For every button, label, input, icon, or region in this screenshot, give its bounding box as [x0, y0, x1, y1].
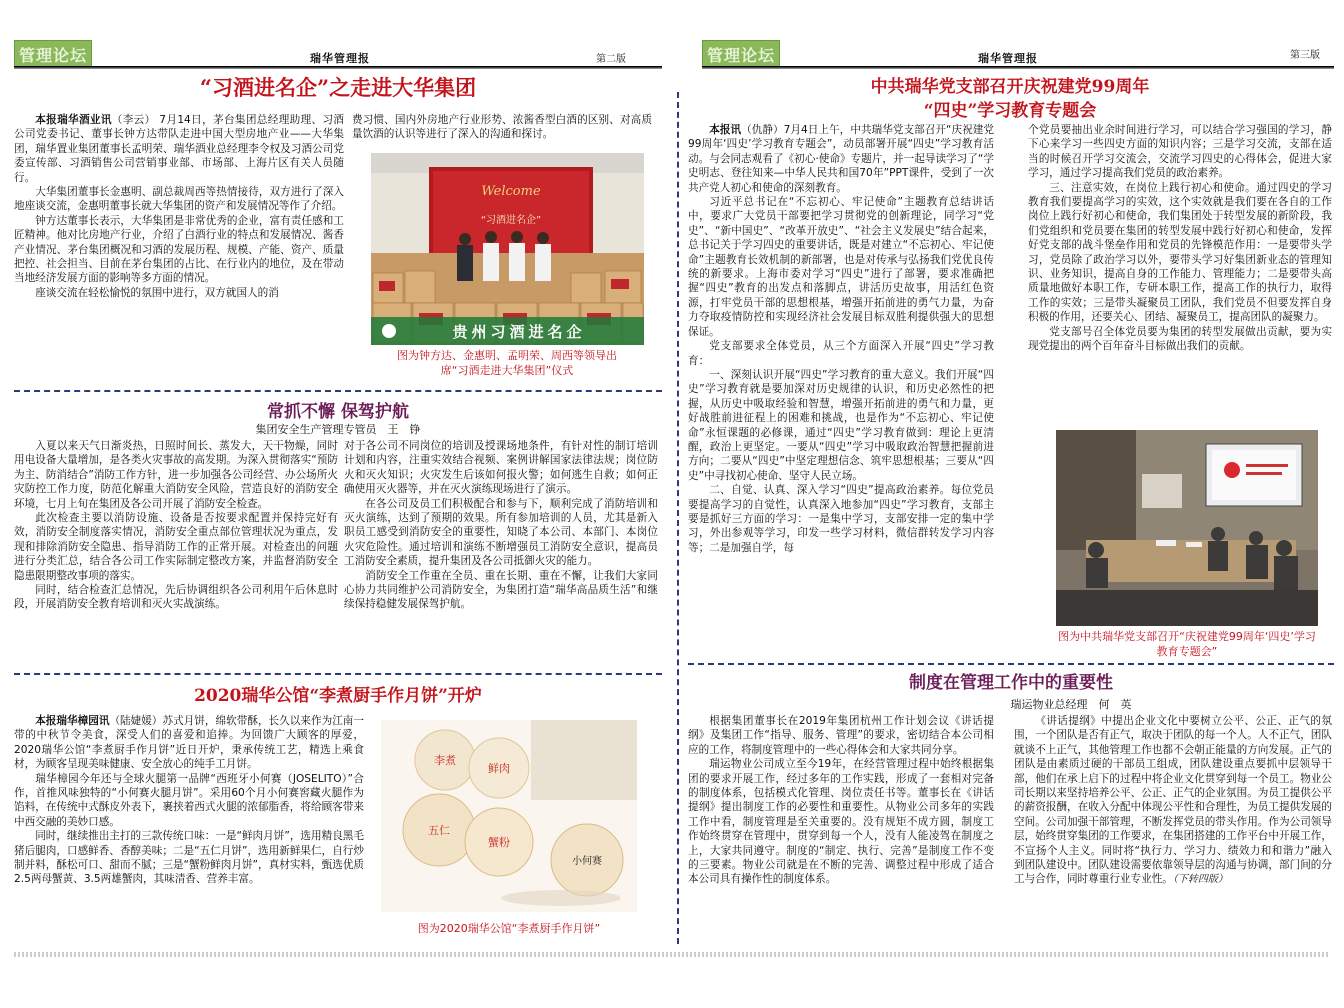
- page-bottom-border: [14, 952, 1330, 957]
- left-a2-col1: [14, 439, 338, 663]
- right-section-tag: 管理论坛: [702, 40, 780, 69]
- left-header-rule: [14, 66, 662, 69]
- right-a2-p3: 《讲话提纲》中提出企业文化中要树立公平、公正、正气的氛围，一个团队是否有正气，取决于团队的每一个人。人不正气，团队就谈不上正气，其他管理工作也都不会朝正能量的方向发展。正气的团队是由素质过硬的干部员工组成，团队建设重点要抓中层领导干部，他们在承上启下的过程中将企业文化贯穿到每一个员工。物业公司长期以来坚持培养公平、公正、正气的企业氛围。为员工提供公平的薪资报酬，在收入分配中体现公平性和合理性，为员工提供发展的空间。公司加强干部管理，不断发挥党员的带头作用。作为公司领导层，始终贯穿集团的工作要求，在集团搭建的工作平台中开展工作，不宣扬个人主义。同时将“执行力、学习力、绩效力和和谐力”融入到团队建设中。团队建设需要依靠领导层的沟通与协调，部门间的分工与合作，同时尊重行业专业性。: [1014, 715, 1332, 886]
- right-a1-p2: 习近平总书记在“不忘初心、牢记使命”主题教育总结讲话中，要求广大党员干部要把学习贯彻党的创新理论，同学习“党史”、“新中国史”、“改革开放史”、“社会主义发展史”结合起来，总书记关于学习四史的重要讲话，既是对建立“不忘初心、牢记使命”主题教育长效机制的新部署，也是对传承与弘扬我们党优良传统的新要求。上海市委对学习“四史”进行了部署，要求准确把握“四史”教育的出发点和落脚点，讲活历史故事，用活红色资源，打牢党员干部的思想根基，增强开拓前进的勇气力量，为奋力夺取疫情防控和实现经济社会发展目标双胜利提供强大的思想保证。: [688, 196, 994, 338]
- left-a2-p4: 对于各公司不同岗位的培训及授课场地条件，有针对性的制订培训计划和内容，注重实效结合视频、案例讲解国家法律法规；岗位防火和灭火知识；火灾发生后该如何报火警；如何逃生自救；如何正确使用灭火器等，并在灭火演练现场进行了演示。: [344, 440, 658, 496]
- left-a1-col1: [14, 113, 344, 369]
- right-a2-col2: [1014, 714, 1332, 946]
- left-a1-caption: 图为钟方达、金惠明、孟明荣、周西等领导出席“习酒走进大华集团”仪式: [397, 349, 617, 377]
- right-page-number: 第三版: [1290, 50, 1320, 61]
- right-a1-lead: 本报讯: [709, 124, 742, 136]
- left-a1-p1: （李云） 7月14日，茅台集团总经理助理、习酒公司党委书记、董事长钟方达带队走进中国大型房地产业——大华集团，瑞华置业集团董事长孟明荣、瑞华酒业总经理李令权及习酒公司党委宣传部、习酒销售公司营销事业部、市场部、上海片区有关人员随行。: [14, 114, 344, 184]
- right-a2-p2: 瑞运物业公司成立至今19年，在经营管理过程中始终根据集团的要求开展工作，经过多年的工作实践，形成了一套相对完备的制度体系，包括模式化管理、岗位责任书等。董事长在《讲话提纲》提出制度工作的必要性和重要性。从物业公司多年的实践工作中看，制度管理是至关重要的。没有规矩不成方圆，制度工作始终贯穿在管理中，贯穿到每一个人，没有人能凌驾在制度之上，大家共同遵守。制度的“制定、执行、完善”是制度工作不变的三要素。物业公司就是在不断的完善、调整过程中形成了适合本公司具有操作性的制度体系。: [688, 758, 994, 886]
- right-a1-col1: [688, 123, 994, 651]
- left-divider-2: [14, 673, 662, 675]
- left-a1-photo-banner: “习酒进名企”: [480, 215, 542, 226]
- right-a1-col2: [1028, 123, 1332, 423]
- left-a1-headline: “习酒进名企”之走进大华集团: [199, 75, 477, 100]
- right-a1-meeting-photo: [1056, 430, 1318, 626]
- left-a2-p2: 此次检查主要以消防设施、设备是否按要求配置并保持完好有效，消防安全制度落实情况，消防安全重点部位管理状况为重点，发现和排除消防安全隐患、指导消防工作的正常开展。对检查出的问题进行分类汇总，结合各公司工作实际制定整改方案，并监督消防安全隐患限期整改事项的落实。: [14, 512, 338, 582]
- left-a1-p2: 大华集团董事长金惠明、副总裁周西等热情接待，双方进行了深入地座谈交流，金惠明董事长就大华集团的资产和发展情况等作了介绍。: [14, 186, 344, 213]
- left-a1-photo-footer: 贵州习酒进名企: [452, 323, 586, 341]
- right-a2-p1: 根据集团董事长在2019年集团杭州工作计划会议《讲话提纲》及集团工作“指导、服务、管理”的要求，密切结合本公司相应的工作，将制度管理中的一些心得体会和大家共同分享。: [688, 715, 994, 756]
- right-a2-continued: （下转四版）: [1172, 874, 1228, 886]
- left-a1-p4: 座谈交流在轻松愉悦的氛围中进行，双方就国人的消: [35, 286, 279, 299]
- right-paper-name: 瑞华管理报: [978, 52, 1038, 65]
- left-a1-p3: 钟方达董事长表示，大华集团是非常优秀的企业，富有责任感和工匠精神。他对比房地产行业，介绍了白酒行业的特点和发展情况、酱香产业情况、茅台集团概况和习酒的发展历程、规模、产能、资产、质量把控、社会担当、目前在茅台集团的占比、在行业内的地位，及在带动当地经济发展方面的影响等多方面的情况。: [14, 214, 344, 285]
- left-paper-name: 瑞华管理报: [310, 52, 370, 65]
- right-a1-caption: 图为中共瑞华党支部召开“庆祝建党99周年‘四史’学习教育专题会”: [1058, 630, 1316, 658]
- mooncake-text-2: 鲜肉: [488, 762, 510, 775]
- left-a3-p1: （陆婕媛）苏式月饼，绵软带酥，长久以来作为江南一带的中秋节令美食，深受人们的喜爱和追捧。为回馈广大顾客的厚爱，2020瑞华公馆“李煮厨手作月饼”近日开炉，秉承传统工艺，精选上乘食材，为顾客呈现美味健康、安全放心的纯手工月饼。: [14, 715, 364, 771]
- center-fold-divider: [677, 92, 679, 944]
- left-a2-p3: 同时，结合检查汇总情况，先后协调组织各公司利用午后休息时段，开展消防安全教育培训和灭火实战演练。: [14, 584, 338, 611]
- mooncake-text-4: 蟹粉: [488, 836, 510, 849]
- left-a3-caption: 图为2020瑞华公馆“李煮厨手作月饼”: [417, 922, 601, 935]
- mooncake-text-3: 五仁: [428, 824, 450, 837]
- right-divider-1: [688, 663, 1334, 665]
- left-a3-p3: 同时，继续推出主打的三款传统口味：一是“鲜肉月饼”，选用精良黑毛猪后腿肉，口感鲜香、香醇美味；二是“五仁月饼”，选用新鲜果仁，自行炒制并料，酥松可口、甜而不腻；三是“蟹粉鲜肉月饼”，真材实料，甄选优质2.5两母蟹黄、3.5两雄蟹肉，其味清香、营养丰富。: [14, 830, 364, 886]
- left-a3-lead: 本报瑞华樟园讯: [35, 715, 110, 727]
- left-a2-p6: 消防安全工作重在全员、重在长期、重在不懈，让我们大家同心协力共同维护公司消防安全，为集团打造“瑞华高品质生活”和继续保持稳健发展保驾护航。: [344, 569, 658, 611]
- left-a3-p2: 瑞华樟园今年还与全球火腿第一品牌“西班牙小何赛（JOSELITO）”合作，首推风味独特的“小何赛火腿月饼”。采用60个月小何赛窖藏火腿作为馅料，在传统中式酥皮外表下，裹挟着西式火腿的浓郁脂香，将给顾客带来中西交融的美妙口感。: [14, 772, 364, 828]
- right-a1-p3: 党支部要求全体党员，从三个方面深入开展“四史”学习教育：: [688, 340, 994, 367]
- left-a1-photo-welcome: Welcome: [481, 184, 541, 199]
- left-page-number: 第二版: [596, 54, 626, 65]
- left-divider-1: [14, 390, 662, 392]
- left-section-tag: 管理论坛: [14, 40, 92, 69]
- mooncake-text-5: 小何赛: [572, 856, 602, 867]
- left-a1-col2-text: 费习惯、国内外房地产行业形势、浓酱香型白酒的区别、对高质量饮酒的认识等进行了深入的沟通和探讨。: [352, 114, 652, 141]
- right-a2-headline: 制度在管理工作中的重要性: [909, 673, 1113, 693]
- left-a2-byline: 集团安全生产管理专管员 王 铮: [255, 423, 421, 436]
- right-a1-p4: 一、深刻认识开展“四史”学习教育的重大意义。我们开展“四史”学习教育就是要加深对历史规律的认识，和历史必然性的把握，从历史中吸取经验和智慧，增强开拓前进的勇气和力量，更好战胜前进征程上的困难和挑战，也是作为“不忘初心、牢记使命”永恒课题的必修课，通过“四史”学习教育做到：理论上更清醒，政治上更坚定。一要从“四史”学习中吸取政治智慧把握前进方向；二要从“四史”中坚定理想信念、筑牢思想根基；三要从“四史”中寻找初心使命、坚守人民立场。: [688, 368, 994, 482]
- left-a3-headline: 2020瑞华公馆“李煮厨手作月饼”开炉: [194, 686, 482, 706]
- left-a1-lead: 本报瑞华酒业讯: [35, 114, 112, 126]
- left-a3-col1: [14, 714, 364, 944]
- right-a1-p5: 二、自觉、认真、深入学习“四史”提高政治素养。每位党员要提高学习的自觉性，认真深入地参加“四史”学习教育，支部主要是抓好三方面的学习：一是集中学习，支部安排一定的集中学习，外出参观等学习，印发一些学习材料，微信群转发学习内容等；二是加强自学，每: [688, 484, 994, 554]
- right-header-rule: [702, 66, 1334, 69]
- right-a1-headline-1: 中共瑞华党支部召开庆祝建党99周年: [870, 77, 1150, 97]
- left-a1-photo: [371, 153, 644, 345]
- right-a2-byline: 瑞运物业总经理 何 英: [1010, 698, 1132, 711]
- right-a2-col1: [688, 714, 994, 946]
- right-a1-p6: 个党员要抽出业余时间进行学习，可以结合学习强国的学习，静下心来学习一些四史方面的知识内容；三是学习交流，支部在适当的时候召开学习交流会，交流学习四史的心得体会，促进大家学习，通过学习提高我们党员的政治素养。: [1028, 124, 1332, 180]
- left-a2-headline: 常抓不懈 保驾护航: [267, 402, 409, 422]
- left-a2-col2: [344, 439, 658, 663]
- left-a3-mooncake-photo: [381, 720, 637, 912]
- right-a1-p8: 党支部号召全体党员要为集团的转型发展做出贡献，要为实现党提出的两个百年奋斗目标做出我们的贡献。: [1028, 325, 1332, 353]
- right-a1-p1: （仇静）7月4日上午，中共瑞华党支部召开“庆祝建党99周年‘四史’学习教育专题会”，动员部署开展“四史”学习教育活动。与会同志观看了《初心·使命》专题片，并一起导读学习了“学史明志、登往知来—中华人民共和国70年”PPT课件，受到了一次共产党人初心和使命的深刻教育。: [688, 124, 994, 194]
- mooncake-text-1: 李煮: [434, 754, 456, 767]
- right-a1-headline-2: “四史”学习教育专题会: [923, 101, 1097, 121]
- left-a2-p5: 在各公司及员工们积极配合和参与下，顺利完成了消防培训和灭火演练，达到了预期的效果。所有参加培训的人员，尤其是新入职员工感受到消防安全的重要性，知晓了本公司、本部门、本岗位火灾危险性。通过培训和演练不断增强员工消防安全意识，提高员工消防安全素质，提升集团及各公司抵御火灾的能力。: [344, 497, 658, 568]
- left-a2-p1: 入夏以来天气日渐炎热，日照时间长、蒸发大，天干物燥，同时用电设备大量增加，是各类火灾事故的高发期。为深入贯彻落实“预防为主、防消结合”消防工作方针，进一步加强各公司经营、办公场所火灾防控工作力度，防范化解重大消防安全风险，营造良好的消防安全环境，七月上旬在集团及各公司开展了消防安全检查。: [14, 440, 338, 510]
- left-a1-col2: [352, 113, 652, 145]
- right-a1-p7: 三、注意实效，在岗位上践行初心和使命。通过四史的学习教育我们要提高学习的实效，这个实效就是我们要在各自的工作岗位上践行好初心和使命，我们集团处于转型发展的新阶段，我们党组织和党员要在集团的转型发展中践行好初心和使命，发挥好党支部的战斗堡垒作用和党员的先锋模范作用：一是要带头学习，党员除了政治学习以外，要带头学习好集团新业态的管理知识、业务知识，提高自身的工作能力、管理能力；二是要带头高质量地做好本职工作，专研本职工作，提高工作的执行力，取得工作的实效；三是带头凝聚员工团队，我们党员不但要发挥自身积极的作用，还要关心、团结、凝聚员工，提高团队的凝聚力。: [1028, 181, 1332, 324]
